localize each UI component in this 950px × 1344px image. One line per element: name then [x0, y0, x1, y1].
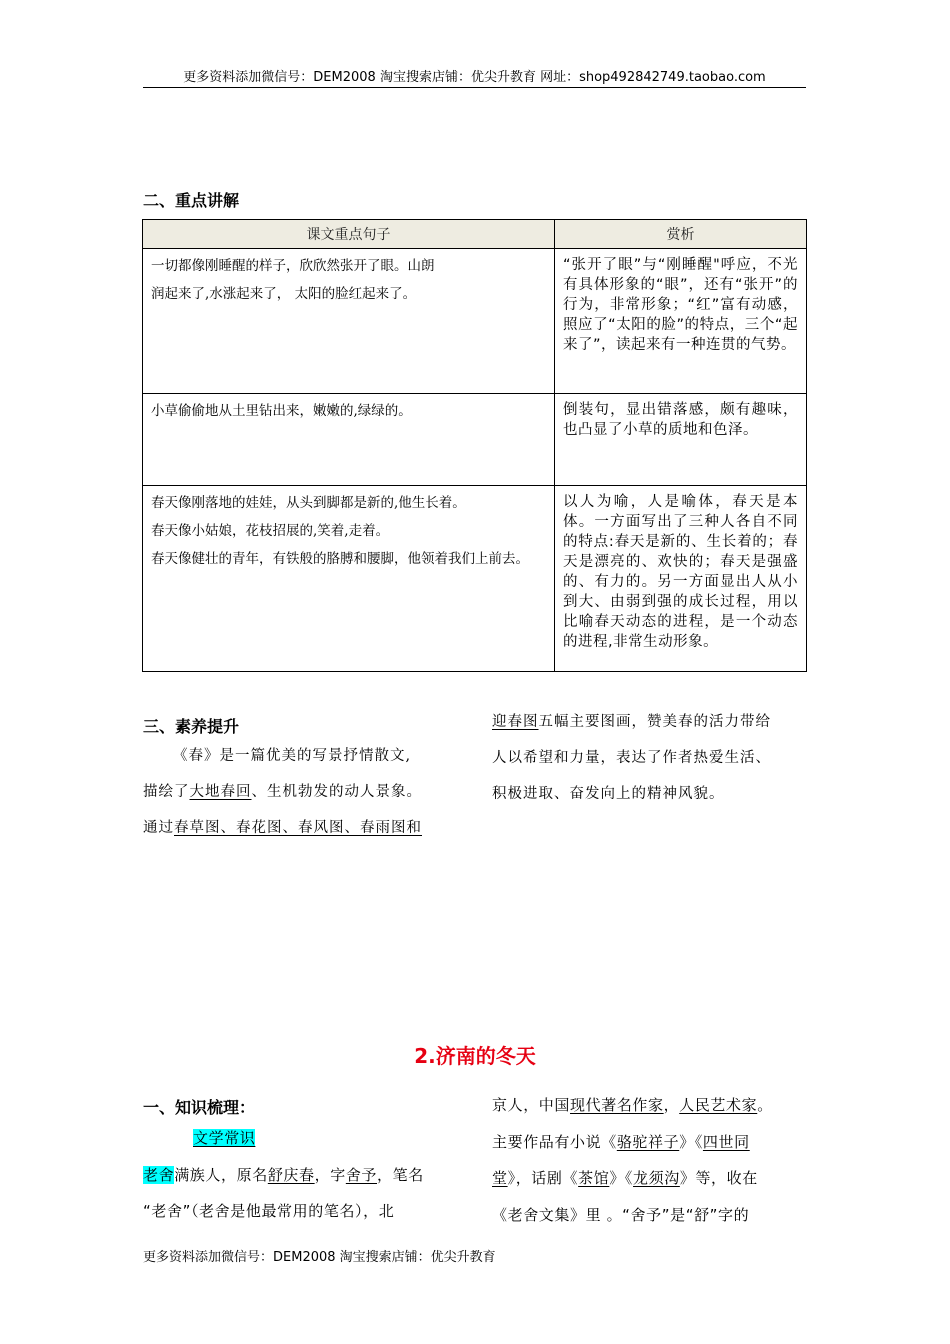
text-span: 主要作品有小说《	[492, 1132, 617, 1151]
underlined-term: 大地春回	[189, 784, 252, 800]
sentence-cell	[143, 394, 555, 486]
text-span: 》《	[609, 1169, 634, 1187]
sentence-text: 春天像小姑娘，花枝招展的,笑着,走着。	[151, 523, 390, 539]
text-span: 描绘了	[143, 784, 190, 800]
paragraph-line: 积极进取、奋发向上的精神风貌。	[492, 786, 725, 802]
paragraph-line	[492, 704, 812, 740]
table-header-row	[143, 220, 807, 249]
knowledge-left-column	[143, 1120, 463, 1230]
text-span: 、生机勃发的动人景象。	[251, 784, 422, 800]
page-header: 更多资料添加微信号：DEM2008 淘宝搜索店铺：优尖升教育 网址：shop492842749.taobao.com	[183, 70, 766, 85]
underlined-term: 龙须沟	[633, 1169, 680, 1187]
key-sentences-table	[142, 219, 807, 672]
paragraph-line: 《老舍文集》里 。“舍予”是“舒”字的	[492, 1205, 750, 1224]
paragraph-line	[143, 810, 463, 846]
highlighted-term: 老舍	[143, 1165, 175, 1184]
sentence-cell	[143, 249, 555, 394]
paragraph-line: 人以希望和力量，表达了作者热爱生活、	[492, 750, 771, 766]
underlined-term: 迎春图	[492, 714, 539, 730]
sentence-text: 春天像健壮的青年，有铁般的胳膊和腰脚，他领着我们上前去。	[151, 551, 529, 567]
paragraph-line	[492, 1160, 812, 1197]
underlined-term: 茶馆	[578, 1169, 610, 1187]
section-heading-knowledge: 一、知识梳理：	[143, 1098, 256, 1117]
table-row	[143, 249, 807, 394]
underlined-term: 四世同	[702, 1132, 750, 1151]
underlined-term: 骆驼祥子	[616, 1132, 680, 1151]
paragraph-line	[492, 1124, 812, 1161]
analysis-cell: 倒装句，显出错落感，颇有趣味，也凸显了小草的质地和色泽。	[555, 394, 807, 486]
analysis-cell: “张开了眼”与“刚睡醒"呼应，不光有具体形象的“眼”，还有“张开”的行为，非常形象；“红”富有动感，照应了“太阳的脸”的特点，三个“起来了”，读起来有一种连贯的气势。	[555, 249, 807, 394]
lesson-title: 2.济南的冬天	[414, 1044, 536, 1068]
text-span: ，笔名	[377, 1165, 424, 1184]
underlined-term: 舒庆春	[267, 1165, 315, 1184]
text-span: 满族人，原名	[174, 1165, 268, 1184]
underlined-term: 堂	[492, 1169, 508, 1187]
column-header-analysis: 赏析	[555, 220, 807, 249]
paragraph-line: “老舍”（老舍是他最常用的笔名），北	[143, 1202, 395, 1220]
table-row	[143, 486, 807, 672]
column-header-sentences: 课文重点句子	[143, 220, 555, 249]
text-span: ，	[663, 1096, 680, 1114]
paragraph-line: 《春》是一篇优美的写景抒情散文,	[173, 748, 412, 764]
header-divider	[143, 87, 806, 88]
underlined-term: 春草图、春花图、春风图、春雨图和	[174, 820, 422, 836]
underlined-term: 人民艺术家	[679, 1096, 758, 1114]
quality-right-column	[492, 704, 812, 812]
sentence-text: 润起来了,水涨起来了， 太阳的脸红起来了。	[151, 286, 417, 302]
sentence-cell	[143, 486, 555, 672]
underlined-term: 舍予	[345, 1165, 378, 1184]
analysis-cell: 以人为喻，人是喻体，春天是本体。一方面写出了三种人各自不同的特点:春天是新的、生长着的；春天是漂亮的、欢快的；春天是强盛的、有力的。另一方面显出人从小到大、由弱到强的成长过程，用以比喻春天动态的进程，是一个动态的进程,非常生动形象。	[555, 486, 807, 672]
table-row	[143, 394, 807, 486]
text-span: 》，话剧《	[507, 1169, 579, 1187]
text-span: 》等，收在	[679, 1169, 758, 1187]
text-span: 通过	[143, 820, 174, 836]
text-span: 五幅主要图画，赞美春的活力带给	[538, 714, 771, 730]
quality-left-column	[143, 738, 463, 846]
paragraph-line	[143, 1157, 463, 1194]
paragraph-line	[143, 774, 463, 810]
text-span: 。	[757, 1096, 773, 1114]
paragraph-line	[492, 1087, 812, 1124]
sentence-text: 春天像刚落地的娃娃，从头到脚都是新的,他生长着。	[151, 495, 466, 511]
page-footer: 更多资料添加微信号：DEM2008 淘宝搜索店铺：优尖升教育	[143, 1250, 496, 1265]
text-span: 》《	[679, 1132, 703, 1151]
section-heading-quality: 三、素养提升	[143, 717, 240, 736]
knowledge-right-column	[492, 1087, 812, 1233]
sentence-text: 一切都像刚睡醒的样子，欣欣然张开了眼。山朗	[151, 258, 435, 274]
underlined-term: 现代著名作家	[570, 1096, 664, 1114]
text-span: ，字	[314, 1165, 346, 1184]
text-span: 京人，中国	[492, 1096, 571, 1114]
paragraph-line	[143, 1120, 463, 1157]
literature-tag: 文学常识	[193, 1129, 256, 1147]
sentence-text: 小草偷偷地从土里钻出来，嫩嫩的,绿绿的。	[151, 403, 412, 419]
section-heading-key-points: 二、重点讲解	[143, 191, 240, 210]
